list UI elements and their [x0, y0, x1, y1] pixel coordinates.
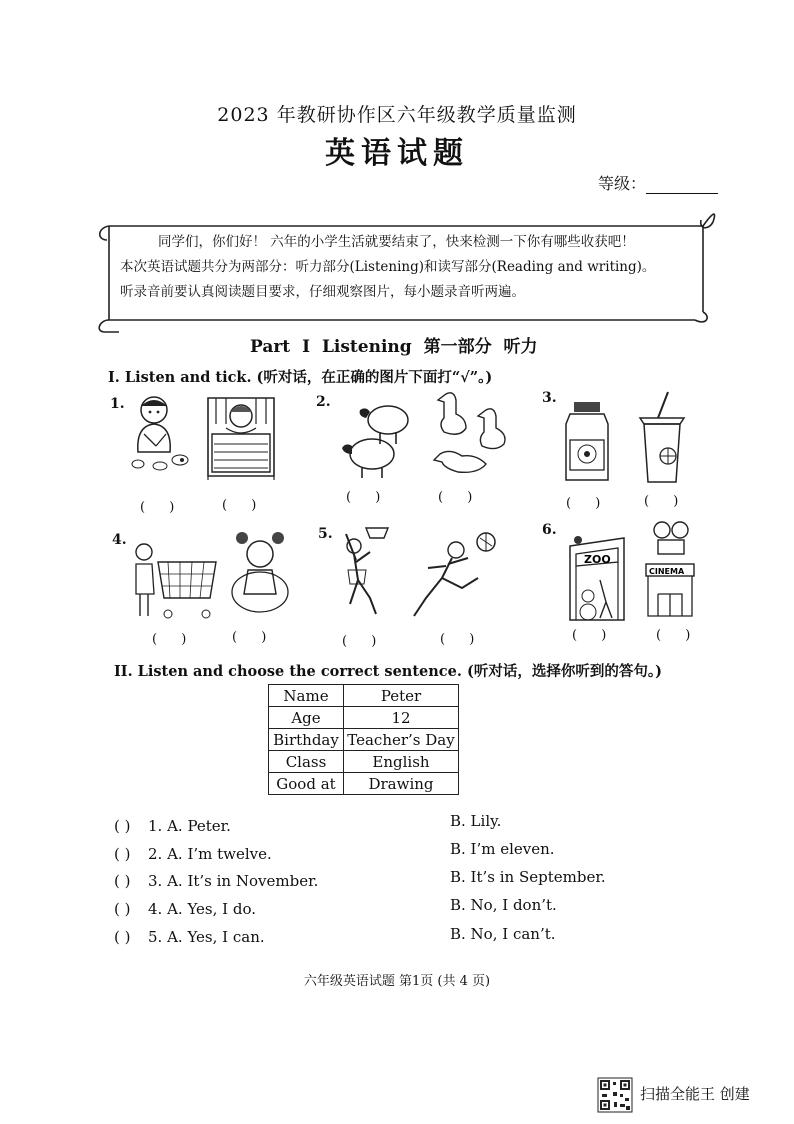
q6-blank-a[interactable]: ( ) [572, 628, 617, 643]
q5-number: 5. [318, 526, 333, 542]
table-value: Drawing [344, 773, 459, 795]
intro-line-1: 同学们，你们好！ 六年的小学生活就要结束了，快来检测一下你有哪些收获吧！ [158, 234, 635, 250]
exam-title: 2023 年教研协作区六年级教学质量监测 [217, 104, 577, 126]
cinema-icon [644, 520, 696, 618]
option-b-5[interactable]: B. No, I can’t. [450, 925, 556, 943]
table-row [269, 751, 459, 773]
page-footer: 六年级英语试题 第1页 (共 4 页) [303, 974, 491, 989]
q1-blank-a[interactable]: ( ) [140, 500, 185, 515]
scanner-watermark: 扫描全能王 创建 [640, 1085, 750, 1103]
q4-number: 4. [112, 532, 127, 548]
football-player-icon [406, 528, 498, 620]
option-b-3[interactable]: B. It’s in September. [450, 868, 606, 886]
answer-paren-2[interactable]: ( ) [114, 845, 131, 863]
jam-jar-icon [560, 400, 616, 486]
part-heading: Part I Listening 第一部分 听力 [250, 337, 538, 357]
section1-heading: I. Listen and tick. (听对话，在正确的图片下面打“√”。) [108, 369, 493, 386]
basketball-player-icon [336, 524, 394, 620]
table-value: 12 [344, 707, 459, 729]
table-row [269, 685, 459, 707]
answer-paren-1[interactable]: ( ) [114, 817, 131, 835]
table-key: Age [269, 707, 344, 729]
zoo-sign-text: ZOO [584, 553, 611, 566]
skipping-girl-icon [230, 530, 290, 614]
cinema-sign-text: CINEMA [649, 567, 685, 576]
option-a-2[interactable]: 2. A. I’m twelve. [148, 845, 272, 863]
q5-blank-a[interactable]: ( ) [342, 634, 387, 649]
option-a-3[interactable]: 3. A. It’s in November. [148, 872, 319, 890]
answer-paren-3[interactable]: ( ) [114, 872, 131, 890]
q4-blank-a[interactable]: ( ) [152, 632, 197, 647]
boy-playing-icon [126, 394, 196, 478]
subject-title: 英语试题 [325, 136, 469, 171]
table-key: Name [269, 685, 344, 707]
option-a-1[interactable]: 1. A. Peter. [148, 817, 231, 835]
intro-line-2: 本次英语试题共分为两部分：听力部分(Listening)和读写部分(Reading and writing)。 [120, 259, 656, 275]
table-row [269, 773, 459, 795]
q3-number: 3. [542, 390, 557, 406]
q5-blank-b[interactable]: ( ) [440, 632, 485, 647]
q2-blank-a[interactable]: ( ) [346, 490, 391, 505]
q1-number: 1. [110, 396, 125, 412]
intro-line-3: 听录音前要认真阅读题目要求，仔细观察图片，每小题录音听两遍。 [120, 284, 525, 300]
answer-paren-4[interactable]: ( ) [114, 900, 131, 918]
info-table [268, 684, 459, 795]
table-value: English [344, 751, 459, 773]
grade-label: 等级： [598, 174, 647, 193]
q2-number: 2. [316, 394, 331, 410]
drink-cup-icon [634, 390, 690, 486]
geese-icon [432, 388, 514, 482]
q4-blank-b[interactable]: ( ) [232, 630, 277, 645]
q6-number: 6. [542, 522, 557, 538]
table-value: Teacher’s Day [344, 729, 459, 751]
option-a-4[interactable]: 4. A. Yes, I do. [148, 900, 256, 918]
table-row [269, 707, 459, 729]
intro-text [120, 230, 708, 305]
grade-blank[interactable] [646, 179, 718, 194]
q3-blank-a[interactable]: ( ) [566, 496, 611, 511]
option-b-1[interactable]: B. Lily. [450, 812, 502, 830]
shopping-girl-icon [132, 540, 220, 622]
table-key: Good at [269, 773, 344, 795]
option-b-2[interactable]: B. I’m eleven. [450, 840, 555, 858]
table-key: Class [269, 751, 344, 773]
q6-blank-b[interactable]: ( ) [656, 628, 701, 643]
q1-blank-b[interactable]: ( ) [222, 498, 267, 513]
girl-in-bed-icon [204, 394, 278, 480]
qr-code-icon [598, 1078, 632, 1112]
table-key: Birthday [269, 729, 344, 751]
table-value: Peter [344, 685, 459, 707]
answer-paren-5[interactable]: ( ) [114, 928, 131, 946]
q3-blank-b[interactable]: ( ) [644, 494, 689, 509]
grade-field[interactable] [598, 171, 718, 194]
option-b-4[interactable]: B. No, I don’t. [450, 896, 557, 914]
q2-blank-b[interactable]: ( ) [438, 490, 483, 505]
sheep-icon [338, 398, 416, 480]
table-row [269, 729, 459, 751]
zoo-icon [566, 532, 628, 622]
section2-heading: II. Listen and choose the correct sentence. (听对话，选择你听到的答句。) [114, 663, 662, 680]
option-a-5[interactable]: 5. A. Yes, I can. [148, 928, 265, 946]
